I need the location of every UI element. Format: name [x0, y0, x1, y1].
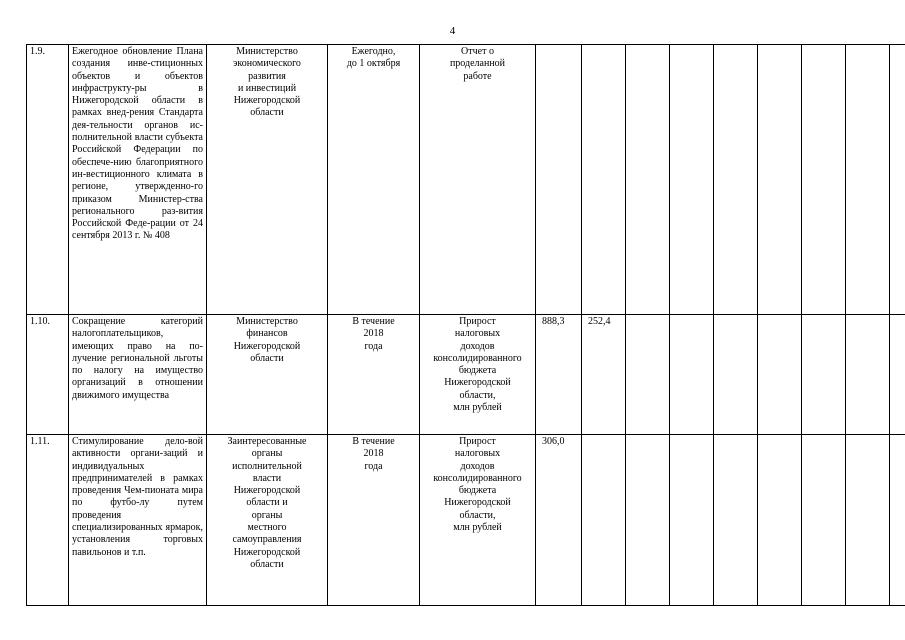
page-number: 4: [449, 25, 456, 37]
table-row: [27, 435, 905, 606]
table-row: [27, 45, 905, 315]
value-cell: [626, 45, 670, 315]
value-cell: [670, 435, 714, 606]
value-cell: [802, 45, 846, 315]
value-cell: 888,3: [536, 315, 582, 435]
value-cell: [714, 45, 758, 315]
measure-description: Ежегодное обновление Плана создания инве-стиционных объектов и объектов инфраструкту-ры в Нижегородской области в рамках внед-рения Стандарта дея-тельности органов ис-полнительной власти субъекта Российской Федерации по обеспече-нию благоприятного ин-вестиционного климата в регионе, утвержденно-го приказом Министер-ства регионального раз-вития Российской Феде-рации от 24 сентября 2013 г. № 408: [69, 45, 207, 315]
row-number: 1.10.: [27, 315, 69, 435]
value-cell: [582, 45, 626, 315]
value-cell: [626, 435, 670, 606]
value-cell: [758, 435, 802, 606]
value-cell: [890, 45, 905, 315]
table-row: [27, 315, 905, 435]
deadline: В течение 2018 года: [328, 435, 420, 606]
row-number: 1.11.: [27, 435, 69, 606]
value-cell: [582, 435, 626, 606]
measures-table: [26, 44, 905, 606]
responsible-executor: Заинтересованные органы исполнительной власти Нижегородской области и органы местного самоуправления Нижегородской области: [207, 435, 328, 606]
responsible-executor: Министерство экономического развития и инвестиций Нижегородской области: [207, 45, 328, 315]
value-cell: [536, 45, 582, 315]
deadline: Ежегодно, до 1 октября: [328, 45, 420, 315]
value-cell: [846, 45, 890, 315]
value-cell: [890, 435, 905, 606]
value-cell: [670, 45, 714, 315]
value-cell: [802, 435, 846, 606]
deadline: В течение 2018 года: [328, 315, 420, 435]
value-cell: [846, 315, 890, 435]
value-cell: [714, 435, 758, 606]
measure-description: Стимулирование дело-вой активности органи-заций и индивидуальных предпринимателей в рамках проведения Чем-пионата мира по футбо-лу путем проведения специализированных ярмарок, установления торговых павильонов и т.п.: [69, 435, 207, 606]
value-cell: [758, 315, 802, 435]
value-cell: [802, 315, 846, 435]
value-cell: [670, 315, 714, 435]
value-cell: [626, 315, 670, 435]
expected-result: Отчет о проделанной работе: [420, 45, 536, 315]
value-cell: [758, 45, 802, 315]
responsible-executor: Министерство финансов Нижегородской области: [207, 315, 328, 435]
row-number: 1.9.: [27, 45, 69, 315]
value-cell: [714, 315, 758, 435]
measure-description: Сокращение категорий налогоплательщиков, имеющих право на по-лучение региональной льготы по налогу на имущество организаций в отношении движимого имущества: [69, 315, 207, 435]
expected-result: Прирост налоговых доходов консолидированного бюджета Нижегородской области, млн рублей: [420, 435, 536, 606]
value-cell: [846, 435, 890, 606]
value-cell: 306,0: [536, 435, 582, 606]
value-cell: 252,4: [582, 315, 626, 435]
expected-result: Прирост налоговых доходов консолидированного бюджета Нижегородской области, млн рублей: [420, 315, 536, 435]
value-cell: [890, 315, 905, 435]
